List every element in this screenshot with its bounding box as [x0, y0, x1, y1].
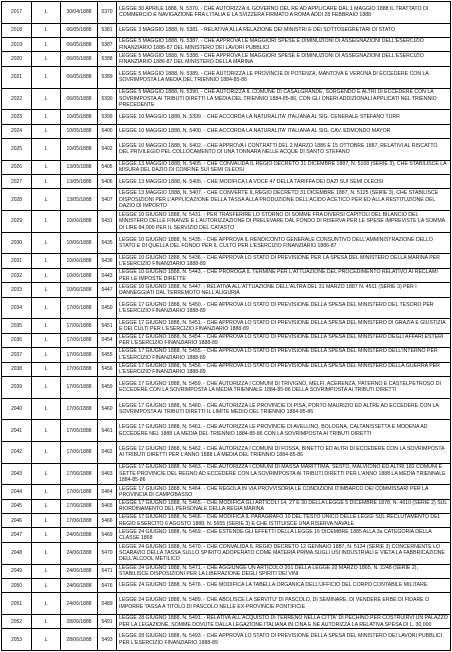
row-date: 17/06/1888 [61, 514, 98, 528]
row-date: 06/05/1888 [61, 38, 98, 52]
row-date: 30/04/1888 [61, 2, 98, 24]
table-row [2, 485, 451, 499]
table-row [2, 66, 451, 88]
row-code: 5390 [98, 88, 117, 110]
row-code: 5464 [98, 485, 117, 499]
table-row [2, 139, 451, 161]
row-number: 2043 [2, 463, 32, 485]
row-code: 5454 [98, 333, 117, 347]
row-type: L [32, 254, 61, 268]
row-date: 13/05/1888 [61, 160, 98, 174]
table-row [2, 232, 451, 254]
row-date: 28/06/1888 [61, 629, 98, 651]
row-number: 2022 [2, 88, 32, 110]
row-type: L [32, 564, 61, 578]
row-number: 2017 [2, 2, 32, 24]
row-number: 2040 [2, 398, 32, 420]
row-type: L [32, 629, 61, 651]
row-code: 5443 [98, 268, 117, 282]
row-date: 17/06/1888 [61, 297, 98, 319]
table-row [2, 376, 451, 398]
row-code: 5476 [98, 578, 117, 592]
row-code: 5450 [98, 297, 117, 319]
row-type: L [32, 52, 61, 66]
row-number: 2031 [2, 254, 32, 268]
row-description: LEGGE 24 GIUGNO 1888, N. 5470. - CHE CONVALIDA IL REGIO DECRETO 12 GENNAIO 1887, N. 5134 (SERIE 3) CONCERNENTE LO SCARAVIO DELLA TASSA SULLO SPIRITO ADOPERATO COME MATERIA PRIMA SUGLI USI INDUSTRIALI E VIETA LA FABBRICAZIONE DELL'ALCOOL METILICO [117, 542, 451, 564]
row-code: 5469 [98, 528, 117, 542]
row-code: 5466 [98, 514, 117, 528]
table-row [2, 578, 451, 592]
table-row [2, 110, 451, 124]
table-row [2, 614, 451, 628]
row-date: 17/06/1888 [61, 485, 98, 499]
row-code: 5447 [98, 283, 117, 297]
row-description: LEGGE 5 MAGGIO 1888, N. 5389. - CHE AUTORIZZA LE PROVINCIE DI POTENZA, MANTOVA E VERONA DI ECCEDERE CON LA SOVRIMPOSTA LA MEDIA DEL TRIENNIO 1884-85-86 [117, 66, 451, 88]
table-row [2, 297, 451, 319]
row-description: LEGGE 28 GIUGNO 1888, N. 5491. - RELATIVA ALL'ACQUISTO DI TERRENO NELLA CITTA' DI PECHINO PER COSTRUIRVI UN PALAZZO PER LA LEGAZIONE, SOMME DOVUTE DALLA LEGAZIONE ITALIANA IN CINA E NE AUTORIZZA LA RELATIVA SPESA DI L. 30,000 [117, 614, 451, 628]
row-date: 13/05/1888 [61, 175, 98, 189]
row-date: 24/06/1888 [61, 542, 98, 564]
row-number: 2025 [2, 139, 32, 161]
row-number: 2018 [2, 23, 32, 37]
row-number: 2041 [2, 420, 32, 442]
row-description: LEGGE 17 GIUGNO 1888, N. 5463. - CHE AUTORIZZA I COMUNI DI MASSA MARITTIMA, SESTO, MALVICINO ED ALTRI 182 COMUNI E SETTE PROVINCIE DEL REGNO AD ECCEDERE CON LA SOVRIMPOSTA AI TRIBUTI DIRETTI PER L'ANNO 1888 LA MEDIA TRIENNALE 1884-85-86 [117, 463, 451, 485]
row-description: LEGGE 3 MAGGIO 1888, N. 5381. - RELATIVA ALLA RELAZIONE DEI MINISTRI E DEI SOTTOSEGRETARI DI STATO [117, 23, 451, 37]
table-row [2, 542, 451, 564]
row-code: 5460 [98, 398, 117, 420]
table-row [2, 333, 451, 347]
row-code: 5399 [98, 110, 117, 124]
row-number: 2050 [2, 578, 32, 592]
row-type: L [32, 124, 61, 138]
row-description: LEGGE 17 GIUGNO 1888, N. 5450. - CHE APPROVA LO STATO DI PREVISIONE DELLA SPESA DEL MINISTERO DEL TESORO PER L'ESERCIZIO FINANZIARIO 1888-89 [117, 297, 451, 319]
row-code: 5491 [98, 614, 117, 628]
row-number: 2051 [2, 593, 32, 615]
row-description: LEGGE 13 MAGGIO 1888, N. 5407. - CHE CONVERTE IL REGIO DECRETO 31 DICEMBRE 1887, N. 5125 (SERIE 3), CHE STABILISCE DISPOSIZIONI PER L'APPLICAZIONE DELLA TASSA ALLA PRODUZIONE DELL'ACIDO ACETICO PER ED ALLA RESTITUZIONE DEL DAZIO DI IMPORTO [117, 189, 451, 211]
row-number: 2053 [2, 629, 32, 651]
row-description: LEGGE 5 MAGGIO 1888, N. 5387. - CHE APPROVA LE MAGGIORI SPESE E DIMINUZIONI DI ASSEGNAZIONI DELL'ESERCIZIO FINANZIARIO 1886-87 DEL MINISTERO DEI LAVORI PUBBLICI [117, 38, 451, 52]
row-type: L [32, 463, 61, 485]
row-type: L [32, 297, 61, 319]
row-code: 5461 [98, 420, 117, 442]
row-type: L [32, 268, 61, 282]
row-description: LEGGE 17 GIUGNO 1888, N. 5456. - CHE APPROVA LO STATO DI PREVISIONE DELLA SPESA DEL MINISTERO DELLA GUERRA PER L'ESERCIZIO FINANZIARIO 1888-89 [117, 362, 451, 376]
row-description: LEGGE 17 GIUGNO 1888, N. 5465. - CHE MODIFICA GLI ARTICOLI 14, 27 E 30 DELLA LEGGE 5 DICEMBRE 1878, N. 4610 (SERIE 2) SUL RIORDINAMENTO DEL PERSONALE DELLA REGIA MARINA [117, 499, 451, 513]
row-code: 5436 [98, 254, 117, 268]
row-type: L [32, 348, 61, 362]
table-row [2, 175, 451, 189]
table-row [2, 283, 451, 297]
row-code: 5471 [98, 564, 117, 578]
row-code: 5389 [98, 66, 117, 88]
row-date: 10/05/1888 [61, 139, 98, 161]
table-row [2, 254, 451, 268]
table-row [2, 528, 451, 542]
table-row [2, 463, 451, 485]
table-row [2, 52, 451, 66]
row-type: L [32, 614, 61, 628]
row-number: 2052 [2, 614, 32, 628]
row-date: 24/06/1888 [61, 564, 98, 578]
row-type: L [32, 485, 61, 499]
table-row [2, 23, 451, 37]
row-type: L [32, 542, 61, 564]
table-row [2, 2, 451, 24]
row-description: LEGGE 10 GIUGNO 1888, N. 5443. - CHE PROROGA IL TERMINE PER L'ATTUAZIONE DEL PROCEDIMENTO RELATIVO AI RECLAMI PER LE IMPOSTE DIRETTE [117, 268, 451, 282]
row-date: 17/06/1888 [61, 420, 98, 442]
row-code: 5470 [98, 542, 117, 564]
row-date: 17/06/1888 [61, 348, 98, 362]
row-number: 2019 [2, 38, 32, 52]
row-code: 5381 [98, 23, 117, 37]
row-date: 10/05/1888 [61, 124, 98, 138]
row-description: LEGGE 13 MAGGIO 1888, N. 5406. - CHE MODIFICA LA VOCE 47 DELLA TARIFFA DEI DAZI SUI SEMI OLEOSI [117, 175, 451, 189]
row-date: 24/06/1888 [61, 528, 98, 542]
row-description: LEGGE 5 MAGGIO 1888, N. 5390. - CHE AUTORIZZA IL COMUNE DI CASALGRANDE, SORGENDO E ALTRI DI ECCEDERE CON LA SOVRIMPOSTA AI TRIBUTI DIRETTI LA MEDIA DEL TRIENNIO 1884-85-86, CON GLI ONERI ADDIZIONALI APPLICATI NEL TRIENNIO PRECEDENTE [117, 88, 451, 110]
row-description: LEGGE 24 GIUGNO 1888, N. 5469. - CHE ESTENDE GLI EFFETTI DELLA LEGGE 16 DICEMBRE 1885 ALLA 3a CATEGORIA DELLA CLASSE 1868 [117, 528, 451, 542]
row-code: 5435 [98, 232, 117, 254]
row-date: 17/06/1888 [61, 441, 98, 463]
row-number: 2034 [2, 297, 32, 319]
row-number: 2042 [2, 441, 32, 463]
row-type: L [32, 66, 61, 88]
table-row [2, 499, 451, 513]
row-type: L [32, 38, 61, 52]
row-date: 17/06/1888 [61, 463, 98, 485]
row-code: 5489 [98, 593, 117, 615]
row-number: 2024 [2, 124, 32, 138]
table-row [2, 593, 451, 615]
row-description: LEGGE 17 GIUGNO 1888, N. 5460. - CHE AUTORIZZA LE PROVINCIE DI PISA, PORTO MAURIZIO ED ALTRE AD ECCEDERE CON LA SOVRIMPOSTA AI TRIBUTI DIRETTI IL LIMITE MEDIO DEL TRIENNIO 1884-85-86 [117, 398, 451, 420]
row-description: LEGGE 17 GIUGNO 1888, N. 5451. - CHE APPROVA LO STATO DI PREVISIONE DELLA SPESA DEL MINISTERO DI GRAZIA E GIUSTIZIA E DEI CULTI PER L'ESERCIZIO FINANZIARIO 1888-89 [117, 319, 451, 333]
row-number: 2038 [2, 362, 32, 376]
row-description: LEGGE 28 GIUGNO 1888, N. 5493. - CHE APPROVA LO STATO DI PREVISIONE DELLA SPESA DEL MINISTERO DEI LAVORI PUBBLICI PER L'ESERCIZIO FINANZIARIO 1888-89 [117, 629, 451, 651]
row-type: L [32, 441, 61, 463]
row-number: 2026 [2, 160, 32, 174]
row-type: L [32, 514, 61, 528]
row-description: LEGGE 24 GIUGNO 1888, N. 5471. - CHE AGGIUNGE UN ARTICOLO 201 DELLA LEGGE 20 MARZO 1865, N. 2248 (SERIE 2), STABILISCE DISPOSIZIONI PER LA LIBERAZIONE DEGLI SPIRITI DEI VINI [117, 564, 451, 578]
row-type: L [32, 283, 61, 297]
row-type: L [32, 160, 61, 174]
row-type: L [32, 593, 61, 615]
row-number: 2047 [2, 528, 32, 542]
table-row [2, 38, 451, 52]
row-number: 2045 [2, 499, 32, 513]
row-code: 5456 [98, 362, 117, 376]
row-number: 2028 [2, 189, 32, 211]
row-date: 06/05/1888 [61, 23, 98, 37]
row-date: 13/05/1888 [61, 189, 98, 211]
row-code: 5462 [98, 441, 117, 463]
row-type: L [32, 499, 61, 513]
row-number: 2037 [2, 348, 32, 362]
table-row [2, 211, 451, 233]
row-code: 5407 [98, 189, 117, 211]
row-type: L [32, 528, 61, 542]
table-row [2, 189, 451, 211]
row-number: 2046 [2, 514, 32, 528]
row-date: 24/06/1888 [61, 578, 98, 592]
row-type: L [32, 333, 61, 347]
row-date: 06/05/1888 [61, 66, 98, 88]
row-number: 2035 [2, 319, 32, 333]
row-type: L [32, 420, 61, 442]
table-row [2, 420, 451, 442]
table-row [2, 348, 451, 362]
table-row [2, 564, 451, 578]
row-description: LEGGE 17 GIUGNO 1888, N. 5464. - CHE REGOLA IN VIA PROVVISORIA LE CONDIZIONI D'IMBARCO DEI COMMISSARI PER LA PROVINCIA DI CAMPOBASSO [117, 485, 451, 499]
row-type: L [32, 23, 61, 37]
table-row [2, 362, 451, 376]
row-type: L [32, 232, 61, 254]
row-date: 17/06/1888 [61, 333, 98, 347]
row-date: 10/06/1888 [61, 268, 98, 282]
table-row [2, 441, 451, 463]
row-code: 5451 [98, 319, 117, 333]
row-date: 17/06/1888 [61, 398, 98, 420]
row-description: LEGGE 24 GIUGNO 1888, N. 5476. - CHE MODIFICA LA TABELLA ORGANICA DELL'UFFICIO DEL CORPO CONTABILE MILITARE [117, 578, 451, 592]
row-type: L [32, 376, 61, 398]
row-date: 17/06/1888 [61, 376, 98, 398]
row-number: 2032 [2, 268, 32, 282]
row-date: 10/06/1888 [61, 211, 98, 233]
table-row [2, 514, 451, 528]
row-number: 2049 [2, 564, 32, 578]
row-date: 10/06/1888 [61, 232, 98, 254]
row-description: LEGGE 5 MAGGIO 1888, N. 5388. - CHE APPROVA LE MAGGIORI SPESE E DIMINUZIONI DI ASSEGNAZIONI DELL'ESERCIZIO FINANZIARIO 1886-87 DEL MINISTERO DELLA MARINA [117, 52, 451, 66]
row-description: LEGGE 10 GIUGNO 1888, N. 5447. - RELATIVA ALL'ATTUAZIONE DELL'ALTRA DEL 31 MARZO 1887 N. 4511 (SERIE 3) PER I DANNEGGIATI DAL TERREMOTO NELL'ALIGURIA [117, 283, 451, 297]
row-date: 10/05/1888 [61, 110, 98, 124]
row-type: L [32, 189, 61, 211]
table-row [2, 629, 451, 651]
laws-register-body [2, 2, 451, 651]
row-date: 28/06/1888 [61, 614, 98, 628]
row-date: 24/06/1888 [61, 593, 98, 615]
row-type: L [32, 2, 61, 24]
row-description: LEGGE 10 GIUGNO 1888, N. 5436. - CHE APPROVA LO STATO DI PREVISIONE PER LA SPESA DEL MINISTERO DELLA MARINA PER L'ESERCIZIO FINANZIARIO 1888-89 [117, 254, 451, 268]
row-date: 10/06/1888 [61, 254, 98, 268]
row-type: L [32, 88, 61, 110]
row-code: 5406 [98, 175, 117, 189]
row-code: 5387 [98, 38, 117, 52]
row-type: L [32, 110, 61, 124]
table-row [2, 398, 451, 420]
row-date: 06/05/1888 [61, 88, 98, 110]
table-row [2, 268, 451, 282]
row-type: L [32, 578, 61, 592]
row-description: LEGGE 10 MAGGIO 1888, N. 5402. - CHE APPROVA I CONTRATTI DEL 2 MARZO 1886 E 15 OTTOBRE 1887, RELATIVI AL RISCATTO DEL PRIVILEGIO PEL COLLOCAMENTO DI UNA TONNARA NELLE ACQUE DI SANTO STEFANO [117, 139, 451, 161]
row-description: LEGGE 10 GIUGNO 1888, N. 5431. - PER TRASFERIRE LO STORNO DI SOMME FRA DIVERSI CAPITOLI DEL BILANCIO DEL MINISTERO DELLE FINANZE E L'AUTORIZZAZIONE DI PRELEVARE DAL FONDO DI RISERVA PER LE SPESE IMPREVISTE LA SOMMA DI LIRE 84,000 PER IL SERVIZIO DEL CATASTO [117, 211, 451, 233]
row-number: 2027 [2, 175, 32, 189]
row-description: LEGGE 17 GIUGNO 1888, N. 5459. - CHE AUTORIZZA I COMUNI DI TRIVIGNO, MELFI, ACERENZA, PATERNO E CASTELPETROSO DI ECCEDERE CON LA SOVRIMPOSTA LA MEDIA TRIENNALE 1884-85-86 DELLA SOVRIMPOSTA AI TRIBUTI DIRETTI [117, 376, 451, 398]
row-type: L [32, 211, 61, 233]
row-description: LEGGE 17 GIUGNO 1888, N. 5462. - CHE AUTORIZZA I COMUNI DI FOSSA, BINETTO ED ALTRI DI ECCEDERE CON LA SOVRIMPOSTA AI TRIBUTI DIRETTI PER L'ANNO 1888 LA MEDIA DEL TRIENNIO 1884-85-86 [117, 441, 451, 463]
row-number: 2021 [2, 66, 32, 88]
table-row [2, 88, 451, 110]
row-number: 2039 [2, 376, 32, 398]
row-code: 5493 [98, 629, 117, 651]
row-type: L [32, 362, 61, 376]
row-code: 5455 [98, 348, 117, 362]
row-code: 5388 [98, 52, 117, 66]
row-number: 2029 [2, 211, 32, 233]
row-description: LEGGE 17 GIUGNO 1888, N. 5466. - CHE MODIFICA IL PARAGRAFO 10 DEL TESTO UNICO DELLE LEGGI SUL RECLUTAMENTO DEL REGIO ESERCITO 6 AGOSTO 1888, N. 5655 (SERIE 3) E CHE ISTITUISCE UNA RISERVA NAVALE [117, 514, 451, 528]
table-row [2, 160, 451, 174]
row-type: L [32, 139, 61, 161]
row-description: LEGGE 10 GIUGNO 1888, N. 5435. - CHE APPROVA IL RENDICONTO GENERALE CONSUNTIVO DELL'AMMINISTRAZIONE DELLO STATO E DI QUELLA DEL FONDO PER IL CULTO PER L'ESERCIZIO FINANZIARIO 1886-87 [117, 232, 451, 254]
row-code: 5405 [98, 160, 117, 174]
row-date: 17/06/1888 [61, 362, 98, 376]
table-row [2, 319, 451, 333]
row-description: LEGGE 17 GIUGNO 1888, N. 5461. - CHE AUTORIZZA LE PROVINCIE DI AVELLINO, BOLOGNA, CALTANISSETTA E MODENA AD ECCEDERE NEL 1888 LA MEDIA DEL TRIENNIO 1884-85-86 CON LA SOVRIMPOSTA AI TRIBUTI DIRETTI [117, 420, 451, 442]
row-number: 2044 [2, 485, 32, 499]
row-description: LEGGE 13 MAGGIO 1888, N. 5405. - CHE CONVALIDA IL REGIO DECRETO 31 DICEMBRE 1887, N. 5168 (SERIE 3), CHE STABILISCE LA MISURA DEL DAZIO DI CONFINE SUI SEMI OLEOSI [117, 160, 451, 174]
row-code: 5459 [98, 376, 117, 398]
row-type: L [32, 398, 61, 420]
row-number: 2048 [2, 542, 32, 564]
row-type: L [32, 175, 61, 189]
row-code: 5431 [98, 211, 117, 233]
row-date: 17/06/1888 [61, 499, 98, 513]
row-description: LEGGE 17 GIUGNO 1888, N. 5454. - CHE APPROVA LO STATO DI PREVISIONE DELLA SPESA DEL MINISTERO DEGLI AFFARI ESTERI PER L'ESERCIZIO FINANZIARIO 1888-89 [117, 333, 451, 347]
row-description: LEGGE 17 GIUGNO 1888, N. 5455. - CHE APPROVA LO STATO DI PREVISIONE DELLA SPESA DEL MINISTERO DELL'INTERNO PER L'ESERCIZIO FINANZIARIO 1888-89 [117, 348, 451, 362]
row-code: 5463 [98, 463, 117, 485]
row-type: L [32, 319, 61, 333]
row-number: 2023 [2, 110, 32, 124]
table-row [2, 124, 451, 138]
row-description: LEGGE 10 MAGGIO 1888, N. 5400. - CHE ACCORDA LA NATURALITA' ITALIANA AL SIG. CAV. EDMONDO MAYOR [117, 124, 451, 138]
row-code: 5465 [98, 499, 117, 513]
row-description: LEGGE 10 MAGGIO 1888, N. 5399. - CHE ACCORDA LA NATURALITA' ITALIANA AL SIG. CENERALE STEFANO TURR [117, 110, 451, 124]
row-number: 2036 [2, 333, 32, 347]
row-number: 2020 [2, 52, 32, 66]
row-code: 5402 [98, 139, 117, 161]
laws-register-table [1, 1, 451, 651]
row-date: 17/06/1888 [61, 319, 98, 333]
row-date: 06/05/1888 [61, 52, 98, 66]
row-number: 2033 [2, 283, 32, 297]
row-code: 5400 [98, 124, 117, 138]
row-description: LEGGE 24 GIUGNO 1888, N. 5489. - CHE ABOLISCE LA SERVITU' DI PASCOLO, DI SEMINARE, DI VENDERE ERBE DI FIDARE O IMPORRE TASSA A TITOLO DI PASCOLO NELLE EX-PROVINCIE PONTIFICIE [117, 593, 451, 615]
row-date: 10/06/1888 [61, 283, 98, 297]
row-number: 2030 [2, 232, 32, 254]
row-description: LEGGE 30 APRILE 1888, N. 5370. - CHE AUTORIZZA IL GOVERNO DEL RE AD APPLICARE DAL 1 MAGGIO 1888 IL TRATTATO DI COMMERCIO E NAVIGAZIONE FRA L'ITALIA E LA SVIZZERA FIRMATO A ROMA ADDI 28 FEBBRAIO 1888 [117, 2, 451, 24]
row-code: 5370 [98, 2, 117, 24]
